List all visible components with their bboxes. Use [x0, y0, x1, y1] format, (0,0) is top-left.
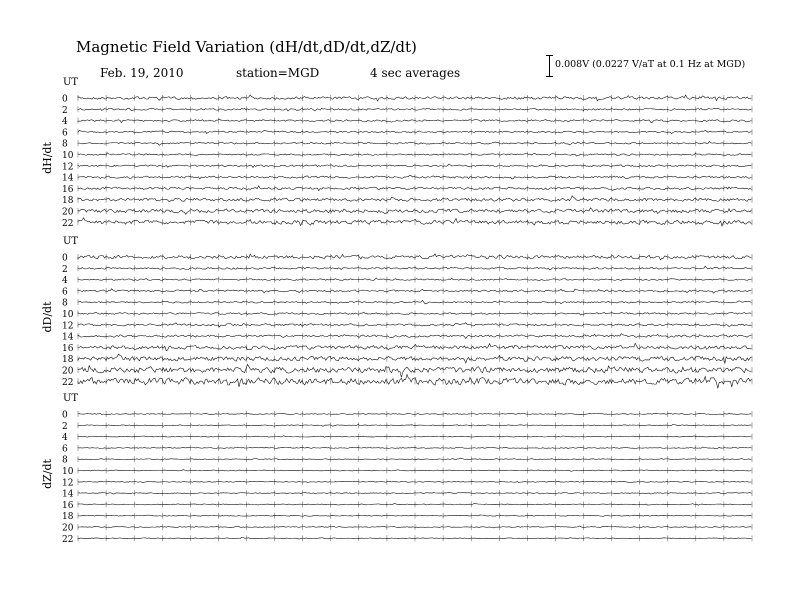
trace-line	[78, 515, 751, 517]
hour-ticks	[78, 163, 752, 169]
trace-line	[78, 130, 751, 133]
ut-axis-label: UT	[63, 393, 79, 404]
trace-line	[78, 141, 751, 145]
row-tick-label: 14	[62, 332, 74, 343]
trace-line	[78, 364, 751, 377]
trace-line	[78, 196, 751, 202]
row-tick-label: 4	[62, 276, 68, 287]
row-tick-label: 20	[62, 523, 74, 534]
row-tick-label: 22	[62, 377, 74, 388]
row-tick-label: 12	[62, 162, 74, 173]
trace-line	[78, 492, 751, 494]
trace-line	[78, 208, 751, 214]
trace-line	[78, 436, 751, 438]
trace-line	[78, 343, 751, 350]
chart-title: Magnetic Field Variation (dH/dt,dD/dt,dZ/dt)	[76, 38, 417, 56]
trace-line	[78, 334, 751, 339]
trace-line	[78, 153, 751, 156]
row-tick-label: 2	[62, 421, 68, 432]
trace-line	[78, 413, 751, 415]
date-label: Feb. 19, 2010	[100, 66, 184, 80]
ut-axis-label: UT	[63, 236, 79, 247]
trace-line	[78, 526, 751, 528]
row-tick-label: 6	[62, 287, 68, 298]
row-tick-label: 20	[62, 366, 74, 377]
station-label: station=MGD	[236, 66, 320, 80]
ut-axis-label: UT	[63, 77, 79, 88]
trace-line	[78, 312, 751, 315]
hour-ticks	[78, 265, 752, 271]
trace-line	[78, 503, 751, 505]
trace-line	[78, 481, 751, 482]
row-tick-label: 0	[62, 410, 68, 421]
row-tick-label: 22	[62, 534, 74, 545]
panel-ylabel: dH/dt	[41, 142, 54, 174]
trace-line	[78, 470, 751, 472]
trace-line	[78, 186, 751, 191]
trace-line	[78, 119, 751, 123]
hour-ticks	[78, 254, 752, 260]
row-tick-label: 8	[62, 455, 68, 466]
row-tick-label: 4	[62, 117, 68, 128]
row-tick-label: 2	[62, 264, 68, 275]
row-tick-label: 2	[62, 105, 68, 116]
row-tick-label: 22	[62, 218, 74, 229]
trace-line	[78, 354, 751, 363]
row-tick-label: 10	[62, 310, 74, 320]
row-tick-label: 16	[62, 184, 74, 195]
trace-line	[78, 175, 751, 179]
row-tick-label: 10	[62, 467, 74, 477]
hour-ticks	[78, 356, 752, 362]
trace-line	[78, 266, 751, 270]
row-tick-label: 8	[62, 298, 68, 309]
row-tick-label: 10	[62, 151, 74, 161]
trace-line	[78, 300, 751, 303]
trace-line	[78, 447, 751, 449]
row-tick-label: 16	[62, 343, 74, 354]
trace-line	[78, 424, 751, 426]
trace-line	[78, 458, 751, 460]
trace-line	[78, 374, 751, 388]
panel-ylabel: dZ/dt	[41, 459, 54, 489]
row-tick-label: 0	[62, 94, 68, 105]
panel-ylabel: dD/dt	[41, 301, 54, 333]
scale-note: 0.008V (0.0227 V/aT at 0.1 Hz at MGD)	[555, 59, 746, 70]
row-tick-label: 12	[62, 321, 74, 332]
trace-line	[78, 218, 751, 226]
row-tick-label: 14	[62, 173, 74, 184]
row-tick-label: 6	[62, 444, 68, 455]
trace-line	[78, 278, 751, 281]
trace-line	[78, 108, 751, 111]
row-tick-label: 0	[62, 253, 68, 264]
row-tick-label: 20	[62, 207, 74, 218]
trace-line	[78, 164, 751, 167]
hour-ticks	[78, 219, 752, 225]
trace-line	[78, 289, 751, 293]
row-tick-label: 8	[62, 139, 68, 150]
row-tick-label: 16	[62, 500, 74, 511]
row-tick-label: 18	[62, 355, 74, 366]
trace-line	[78, 323, 751, 327]
row-tick-label: 18	[62, 196, 74, 207]
row-tick-label: 14	[62, 489, 74, 500]
trace-line	[78, 537, 751, 539]
row-tick-label: 6	[62, 128, 68, 139]
row-tick-label: 12	[62, 478, 74, 489]
row-tick-label: 4	[62, 433, 68, 444]
averaging-label: 4 sec averages	[370, 66, 461, 80]
trace-line	[78, 254, 751, 260]
row-tick-label: 18	[62, 512, 74, 523]
trace-line	[78, 95, 751, 101]
